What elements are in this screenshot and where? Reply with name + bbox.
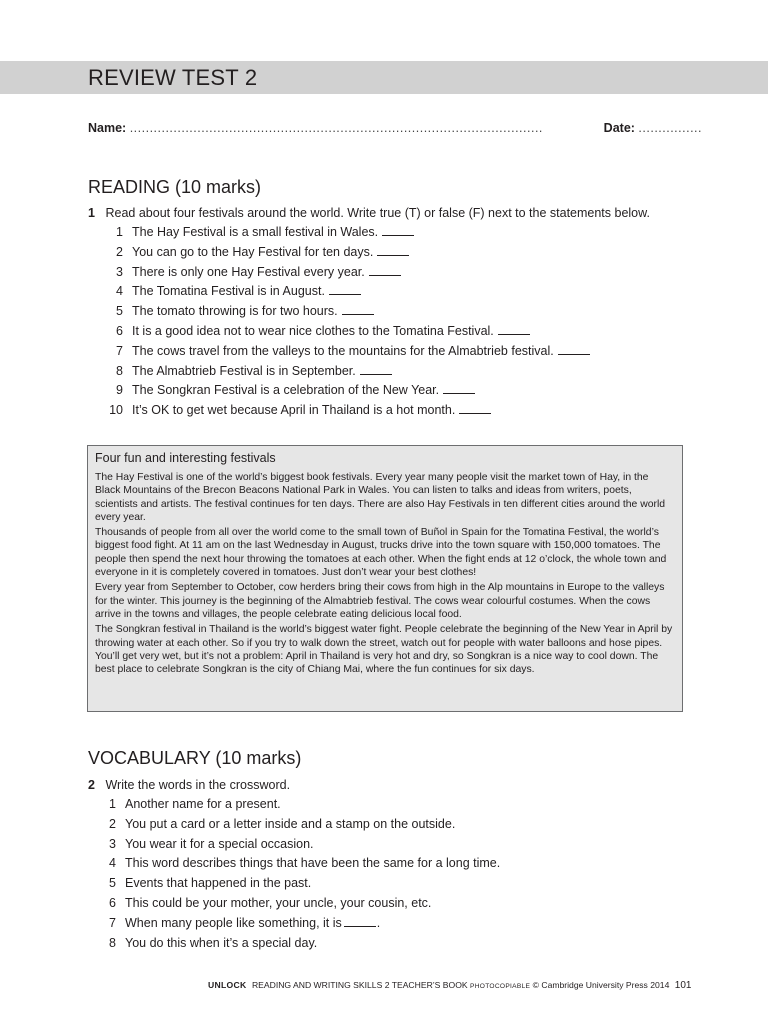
statement-number: 4 [116, 284, 123, 299]
clue-item [104, 854, 500, 874]
date-field[interactable] [604, 121, 702, 135]
statement-number: 8 [116, 363, 123, 378]
statement-number: 1 [116, 225, 123, 239]
text-paragraph: Thousands of people from all over the world come to the small town of Buñol in Spain for the Tomatina Festival, the world’s biggest food fight. At 11 am on the last Wednesday in August, trucks drive into the town square with 150,000 tomatoes. The people then spend the next hour throwing the tomatoes at each other. When the fight ends at 12 o’clock, the whole town and everyone in it is completely covered in tomatoes. Just don’t wear your best clothes! [95, 527, 667, 579]
clue-text: You put a card or a letter inside and a stamp on the outside. [125, 816, 456, 831]
clue-text: This could be your mother, your uncle, your cousin, etc. [125, 895, 432, 910]
clue-number: 6 [109, 895, 116, 910]
book-title: READING AND WRITING SKILLS 2 TEACHER’S BOOK [251, 980, 468, 990]
vocabulary-instruction [88, 778, 290, 792]
brand-logo: UNLOCK [208, 980, 247, 990]
title-bar [0, 61, 768, 94]
statement-text: The Hay Festival is a small festival in Wales. [132, 225, 379, 239]
clue-item [104, 914, 500, 934]
name-label: Name: [88, 121, 127, 135]
answer-blank[interactable] [344, 916, 376, 927]
text-paragraph: The Songkran festival in Thailand is the world’s biggest water fight. People celebrate the beginning of the New Year in April by throwing water at each other. So if you try to walk down the street, watch out for people with water balloons and hose pipes. You’ll get very wet, but it’s not a problem: April in Thailand is very hot and dry, so Songkran is a nice way to cool down. The best place to celebrate Songkran is the city of Chiang Mai, where the fun continues for six days. [95, 624, 673, 676]
statement-text: It is a good idea not to wear nice clothes to the Tomatina Festival. [132, 323, 494, 338]
clue-number: 8 [109, 935, 116, 950]
statement-item [104, 302, 590, 322]
answer-blank[interactable] [377, 245, 409, 256]
answer-blank[interactable] [498, 324, 530, 335]
answer-blank[interactable] [329, 284, 361, 295]
statement-item [104, 263, 590, 283]
clue-text: This word describes things that have been the same for a long time. [125, 856, 501, 871]
statement-number: 10 [109, 403, 123, 418]
statement-text: The Songkran Festival is a celebration of the New Year. [132, 383, 440, 398]
name-date-row [88, 121, 702, 139]
answer-blank[interactable] [558, 344, 590, 355]
statement-text: The Almabtrieb Festival is in September. [132, 363, 356, 378]
question-number: 1 [88, 206, 95, 220]
answer-blank[interactable] [342, 304, 374, 315]
statement-text: There is only one Hay Festival every year. [132, 264, 365, 279]
footer [208, 980, 700, 991]
clue-number: 4 [109, 856, 116, 871]
name-dots: ........................................................................................................ [129, 121, 543, 135]
statement-number: 3 [116, 264, 123, 279]
clue-list [104, 795, 500, 953]
statement-text: It’s OK to get wet because April in Thailand is a hot month. [132, 403, 456, 418]
statement-text: The Tomatina Festival is in August. [132, 284, 325, 299]
name-field[interactable] [88, 121, 543, 135]
clue-text: You wear it for a special occasion. [125, 836, 314, 851]
clue-number: 3 [109, 836, 116, 851]
text-paragraph: The Hay Festival is one of the world’s biggest book festivals. Every year many people visit the market town of Hay, in the Black Mountains of the Brecon Beacons National Park in Wales. You can listen to talks and ideas from writers, poets, scientists and artists. The festival continues for ten days. There are also Hay Festivals in ten different cities around the world every year. [95, 472, 666, 523]
clue-number: 5 [109, 876, 116, 891]
text-box-title: Four fun and interesting festivals [95, 451, 276, 465]
answer-blank[interactable] [369, 265, 401, 276]
statement-number: 5 [116, 304, 123, 319]
statement-number: 6 [116, 323, 123, 338]
copyright: © Cambridge University Press 2014 [532, 980, 670, 990]
answer-blank[interactable] [443, 383, 475, 394]
statement-text: The cows travel from the valleys to the mountains for the Almabtrieb festival. [132, 343, 554, 358]
clue-item [104, 795, 500, 815]
vocabulary-heading: VOCABULARY (10 marks) [88, 748, 302, 768]
clue-item [104, 874, 500, 894]
statement-text: You can go to the Hay Festival for ten days. [132, 244, 374, 259]
clue-text: Another name for a present. [125, 797, 281, 811]
page-number: 101 [674, 980, 692, 991]
statement-item [104, 322, 590, 342]
clue-number: 1 [109, 797, 116, 811]
instruction-text: Read about four festivals around the world. Write true (T) or false (F) next to the statements below. [105, 206, 650, 220]
statement-item [104, 223, 590, 243]
statement-text: The tomato throwing is for two hours. [132, 304, 338, 319]
statement-number: 2 [116, 244, 123, 259]
statement-item [104, 342, 590, 362]
statement-number: 9 [116, 383, 123, 398]
statement-item [104, 401, 590, 421]
answer-blank[interactable] [382, 225, 414, 236]
clue-text: When many people like something, it is [125, 915, 342, 930]
answer-blank[interactable] [459, 403, 491, 414]
text-box-body [95, 471, 675, 676]
statement-item [104, 243, 590, 263]
reading-heading: READING (10 marks) [88, 177, 262, 197]
clue-text: You do this when it’s a special day. [125, 935, 318, 950]
statement-item [104, 282, 590, 302]
statement-list [104, 223, 590, 421]
clue-punctuation: . [376, 915, 381, 930]
statement-item [104, 362, 590, 382]
clue-item [104, 815, 500, 835]
reading-instruction [88, 206, 650, 220]
reading-text-box [87, 445, 683, 712]
instruction-text: Write the words in the crossword. [105, 778, 291, 792]
clue-number: 2 [109, 816, 116, 831]
clue-item [104, 835, 500, 855]
statement-number: 7 [116, 343, 123, 358]
clue-text: Events that happened in the past. [125, 876, 312, 891]
statement-item [104, 381, 590, 401]
answer-blank[interactable] [360, 364, 392, 375]
clue-item [104, 934, 500, 954]
date-dots: ................ [638, 121, 702, 135]
photocopiable-label: PHOTOCOPIABLE [470, 983, 531, 990]
date-label: Date: [603, 121, 635, 135]
page-title: REVIEW TEST 2 [88, 65, 258, 90]
text-paragraph: Every year from September to October, cow herders bring their cows from high in the Alp mountains in Europe to the valleys for the winter. This journey is the beginning of the Almabtrieb festival. The cows wear colourful costumes. When the cows arrive in the towns and villages, the people celebrate eating delicious local food. [95, 582, 665, 620]
clue-item [104, 894, 500, 914]
clue-number: 7 [109, 915, 116, 930]
question-number: 2 [88, 778, 95, 792]
